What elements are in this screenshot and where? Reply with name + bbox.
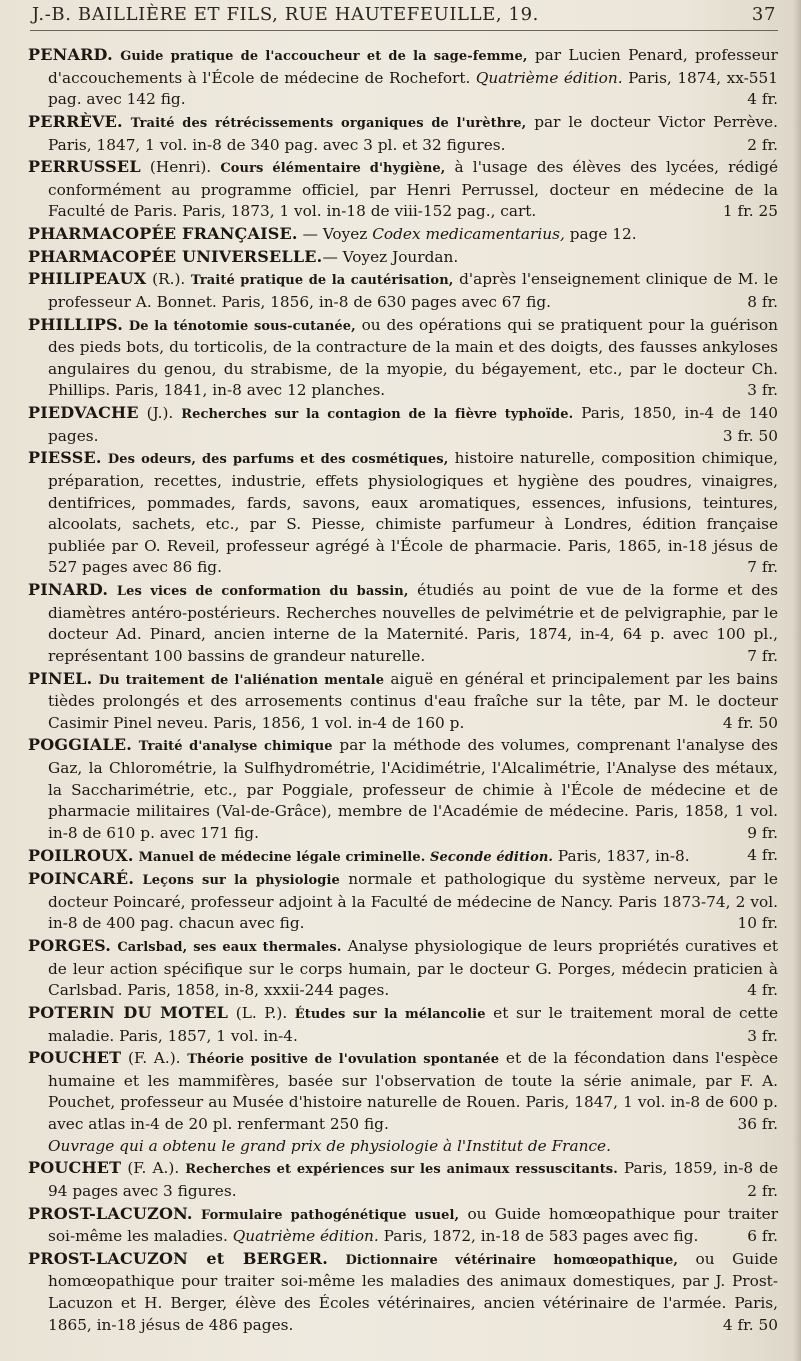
entry-price: 4 fr. — [747, 845, 778, 864]
entry-details: Paris, 1837, in-8. — [553, 846, 690, 865]
entry-cross-reference: Codex medicamentarius, — [372, 225, 565, 243]
entry-title: Études sur la mélancolie — [294, 1006, 486, 1022]
entry-title: Cours élémentaire d'hygiène, — [220, 161, 446, 177]
entry-author-detail: (R.). — [146, 270, 191, 289]
entry-author-detail: (Henri). — [140, 158, 221, 177]
entry-details: aiguë en général et principalement par les bains tièdes prolongés et des arrosements continus d'eau fraîche sur la tête, par M. le docteur Casimir Pinel neveu. Paris, 1856, 1 vol. in-4 de 160 p. — [48, 669, 778, 732]
entry-details: et sur le traitement moral de cette maladie. Paris, 1857, 1 vol. in-4. — [48, 1003, 778, 1045]
catalogue-entry-piesse — [28, 447, 778, 579]
entry-author: PERRÈVE. — [28, 111, 123, 131]
entry-author: POTERIN DU MOTEL — [28, 1002, 229, 1022]
entry-title: De la ténotomie sous-cutanée, — [128, 318, 356, 334]
entry-title: Carlsbad, ses eaux thermales. — [117, 940, 342, 955]
entry-price: 4 fr. 50 — [722, 1315, 778, 1334]
entry-title: Théorie positive de l'ovulation spontanée — [187, 1052, 500, 1068]
entry-author-detail: (J.). — [138, 404, 182, 422]
entry-author: PHILLIPS. — [28, 314, 124, 334]
catalogue-entry-pharmacopee-universelle — [28, 246, 778, 269]
catalogue-entry-penard — [28, 44, 778, 111]
catalogue-entry-perreve — [28, 111, 778, 156]
catalogue-entry-perrussel — [28, 156, 778, 223]
entry-see-also: — Voyez — [297, 225, 373, 243]
entry-price: 1 fr. 25 — [722, 202, 778, 221]
entry-author: POUCHET — [28, 1158, 122, 1178]
entry-author: PINARD. — [28, 580, 109, 599]
entry-author: POINCARÉ. — [28, 869, 135, 889]
entry-edition: Quatrième édition. — [475, 68, 623, 87]
catalogue-entry-piedvache — [28, 402, 778, 447]
entry-author-detail: (L. P.). — [228, 1003, 295, 1022]
catalogue-entry-pouchet-ovulation — [28, 1047, 778, 1157]
entry-details: par la méthode des volumes, comprenant l'analyse des Gaz, la Chlorométrie, la Sulfhydrométrie, l'Acidimétrie, l'Alcalimétrie, l'Analyse des métaux, la Saccharimétrie, etc., par Poggiale, professeur de chimie à l'École de médecine et de pharmacie militaires (Val-de-Grâce), membre de l'Académie de médecine. Paris, 1858, 1 vol. in-8 de 610 p. avec 171 fig. — [48, 736, 778, 842]
entry-author-detail: (F. A.). — [121, 1049, 188, 1068]
entry-price: 7 fr. — [747, 558, 778, 577]
entry-price: 6 fr. — [747, 1227, 778, 1246]
entry-title: Formulaire pathogénétique usuel, — [200, 1207, 460, 1223]
entry-details: ou Guide homœopathique pour traiter soi-même les maladies des animaux domestiques, par J. Prost-Lacuzon et H. Berger, élève des Écoles vétérinaires, ancien vétérinaire de l'armée. Paris, 1865, in-18 jésus de 486 pages. — [48, 1249, 778, 1334]
entry-price: 3 fr. 50 — [722, 426, 778, 445]
entry-author: POUCHET — [28, 1048, 122, 1068]
entry-details: histoire naturelle, composition chimique, préparation, recettes, industrie, effets physiologiques et hygiène des poudres, vinaigres, dentifrices, pommades, fards, savons, eaux aromatiques, essences, infusions, teintures, alcoolats, sachets, etc., par S. Piesse, chimiste parfumeur à Londres, édition française publiée par O. Reveil, professeur agrégé à l'École de pharmacie. Paris, 1865, in-18 jésus de 527 pages avec 86 fig. — [48, 449, 778, 577]
entry-price: 9 fr. — [747, 823, 778, 842]
entry-price: 4 fr. 50 — [722, 713, 778, 732]
entry-author: PHILIPEAUX — [28, 269, 147, 289]
entry-title: Leçons sur la physiologie — [142, 873, 340, 889]
entry-details: Analyse physiologique de leurs propriétés curatives et de leur action spécifique sur le corps humain, par le docteur G. Porges, médecin praticien à Carlsbad. Paris, 1858, in-8, xxxii-244 pages. — [48, 937, 778, 1000]
entry-price: 36 fr. — [737, 1115, 778, 1133]
entry-price: 2 fr. — [747, 1181, 778, 1200]
catalogue-entries — [28, 44, 778, 1336]
entry-page-reference: page 12. — [564, 225, 637, 243]
running-head-title: J.-B. BAILLIÈRE ET FILS, RUE HAUTEFEUILLE, 19. — [32, 4, 539, 25]
entry-author: PROST-LACUZON et BERGER. — [28, 1248, 328, 1268]
page-number: 37 — [751, 4, 776, 25]
catalogue-entry-pharmacopee-francaise — [28, 223, 778, 246]
entry-details: par le docteur Victor Perrève. Paris, 1847, 1 vol. in-8 de 340 pag. avec 3 pl. et 32 figures. — [48, 112, 778, 154]
entry-see-also: — Voyez Jourdan. — [322, 247, 459, 266]
catalogue-entry-pinel — [28, 668, 778, 735]
entry-price: 2 fr. — [747, 135, 778, 154]
catalogue-entry-poincare — [28, 868, 778, 935]
entry-details: et de la fécondation dans l'espèce humaine et les mammifères, basée sur l'observation de toute la série animale, par F. A. Pouchet, professeur au Musée d'histoire naturelle de Rouen. Paris, 1847, 1 vol. in-8 de 600 p. avec atlas in-4 de 20 pl. renfermant 250 fig. — [48, 1049, 779, 1133]
entry-details: étudiés au point de vue de la forme et des diamètres antéro-postérieurs. Recherches nouvelles de pelvimétrie et de pelvigraphie, par le docteur Ad. Pinard, ancien interne de la Maternité. Paris, 1874, in-4, 64 p. avec 100 pl., représentant 100 bassins de grandeur naturelle. — [48, 581, 778, 665]
running-head — [28, 4, 776, 30]
entry-details: par Lucien Penard, professeur d'accouchements à l'École de médecine de Rochefort. — [48, 46, 778, 87]
entry-price: 4 fr. — [747, 981, 778, 1000]
entry-author: PHARMACOPÉE FRANÇAISE. — [28, 224, 298, 243]
catalogue-entry-poilroux — [28, 845, 778, 869]
entry-details: Paris, 1850, in-4 de 140 pages. — [48, 404, 778, 445]
catalogue-entry-prost-lacuzon — [28, 1203, 778, 1248]
entry-details: normale et pathologique du système nerveux, par le docteur Poincaré, professeur adjoint à la Faculté de médecine de Nancy. Paris 1873-74, 2 vol. in-8 de 400 pag. chacun avec fig. — [48, 870, 778, 933]
entry-author: PERRUSSEL — [28, 157, 141, 177]
entry-title: Recherches et expériences sur les animaux ressuscitants. — [185, 1162, 618, 1178]
entry-details-2: Paris, 1872, in-18 de 583 pages avec fig. — [378, 1227, 699, 1246]
catalogue-entry-prost-lacuzon-berger — [28, 1248, 778, 1337]
catalogue-entry-pouchet-ressuscitants — [28, 1157, 778, 1202]
catalogue-entry-phillips — [28, 314, 778, 403]
entry-author: POGGIALE. — [28, 735, 133, 755]
page-edge-shadow — [793, 0, 801, 1361]
entry-title: Traité des rétrécissements organiques de l'urèthre, — [130, 115, 527, 131]
entry-author: PENARD. — [28, 45, 113, 64]
entry-price: 10 fr. — [737, 914, 778, 933]
entry-author: PORGES. — [28, 936, 112, 955]
entry-title: Traité pratique de la cautérisation, — [191, 273, 454, 289]
entry-details: ou des opérations qui se pratiquent pour la guérison des pieds bots, du torticolis, de la contracture de la main et des doigts, des fausses ankyloses angulaires du genou, du strabisme, de la myopie, du bégayement, etc., par le docteur Ch. Phillips. Paris, 1841, in-8 avec 12 planches. — [48, 315, 778, 400]
entry-edition: Quatrième édition. — [232, 1227, 379, 1246]
entry-author: PINEL. — [28, 668, 93, 688]
entry-details-2: Paris, 1874, xx-551 pag. avec 142 fig. — [48, 68, 778, 109]
entry-award-note: Ouvrage qui a obtenu le grand prix de physiologie à l'Institut de France. — [48, 1136, 611, 1155]
entry-title: Recherches sur la contagion de la fièvre typhoïde. — [181, 407, 574, 422]
entry-author: PIESSE. — [28, 448, 102, 468]
catalogue-entry-porges — [28, 935, 778, 1002]
entry-details: d'après l'enseignement clinique de M. le professeur A. Bonnet. Paris, 1856, in-8 de 630 pages avec 67 fig. — [48, 270, 778, 311]
entry-price: 8 fr. — [747, 292, 778, 311]
entry-title: Les vices de conformation du bassin, — [116, 584, 409, 599]
entry-price: 4 fr. — [747, 90, 778, 109]
catalogue-entry-poggiale — [28, 734, 778, 844]
entry-title: Dictionnaire vétérinaire homœopathique, — [345, 1252, 678, 1268]
entry-author: POILROUX. — [28, 845, 134, 865]
entry-title: Manuel de médecine légale criminelle. — [138, 849, 426, 865]
entry-details: Paris, 1859, in-8 de 94 pages avec 3 figures. — [48, 1159, 779, 1200]
entry-author: PIEDVACHE — [28, 403, 139, 422]
entry-author: PHARMACOPÉE UNIVERSELLE. — [28, 246, 323, 266]
entry-details: ou Guide homœopathique pour traiter soi-même les maladies. — [48, 1204, 779, 1246]
catalogue-entry-poterin-du-motel — [28, 1002, 778, 1047]
entry-price: 3 fr. — [747, 381, 778, 400]
entry-price: 3 fr. — [747, 1026, 778, 1045]
catalogue-entry-philipeaux — [28, 268, 778, 313]
entry-title: Guide pratique de l'accoucheur et de la sage-femme, — [120, 49, 528, 64]
entry-price: 7 fr. — [747, 646, 778, 665]
entry-title: Du traitement de l'aliénation mentale — [98, 672, 385, 688]
entry-title: Traité d'analyse chimique — [138, 739, 333, 755]
entry-author-detail: (F. A.). — [121, 1159, 186, 1178]
entry-title: Des odeurs, des parfums et des cosmétiques, — [107, 452, 449, 468]
entry-details: à l'usage des élèves des lycées, rédigé conformément au programme officiel, par Henri Perrussel, docteur en médecine de la Faculté de Paris. Paris, 1873, 1 vol. in-18 de viii-152 pag., cart. — [48, 158, 778, 221]
catalogue-entry-pinard — [28, 579, 778, 668]
header-rule — [30, 30, 778, 31]
entry-author: PROST-LACUZON. — [28, 1203, 193, 1223]
entry-edition: Seconde édition. — [425, 849, 554, 865]
